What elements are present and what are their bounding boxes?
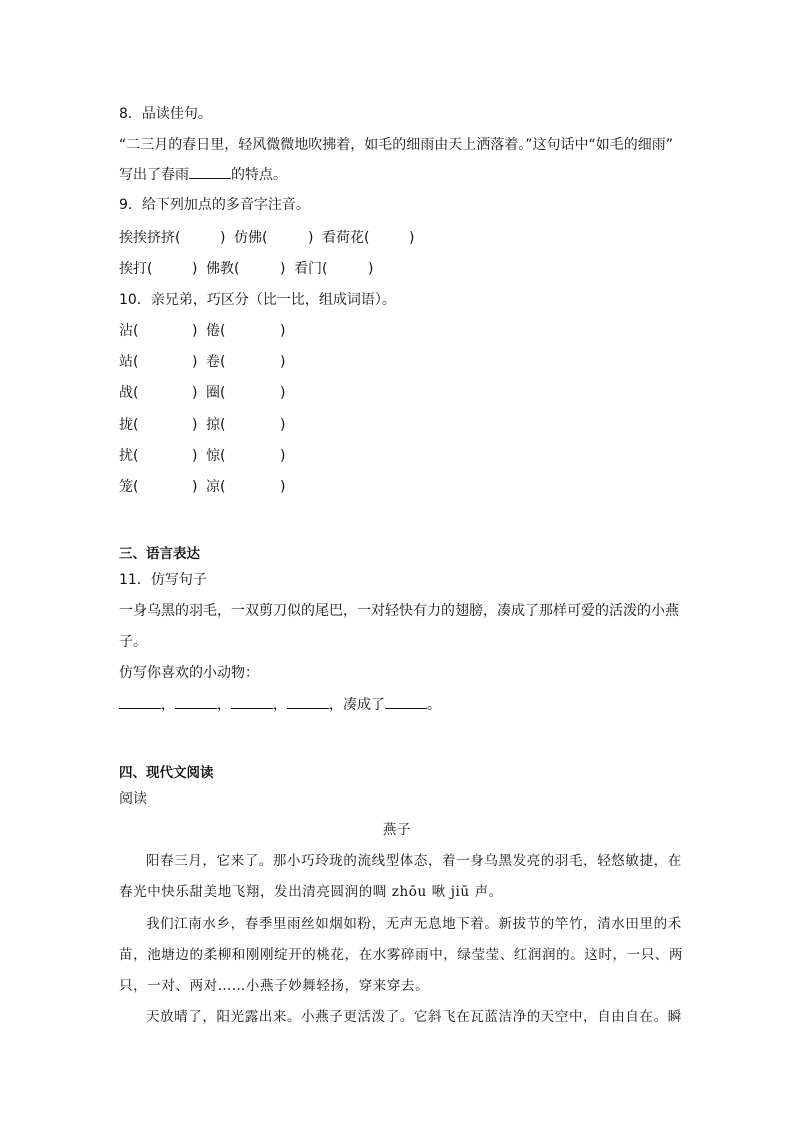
q9-word-6: 看门(: [294, 261, 328, 277]
q11-sentence-line-2: 子。: [119, 634, 147, 650]
q10-close-b[interactable]: ): [280, 354, 286, 370]
passage-p1-line-1: 阳春三月，它来了。那小巧玲珑的流线型体态，着一身乌黑发亮的羽毛，轻悠敏捷，在: [146, 853, 682, 869]
q10-char-a: 沾(: [119, 323, 139, 339]
q10-pair-row: [119, 477, 299, 497]
q9-close-3[interactable]: ): [409, 230, 415, 246]
section-4-heading: 四、现代文阅读: [119, 765, 214, 781]
q9-close-6[interactable]: ): [368, 261, 374, 277]
q9-word-3: 看荷花(: [322, 230, 370, 246]
q11-period: 。: [427, 697, 441, 713]
q11-sentence-line-1: 一身乌黑的羽毛，一双剪刀似的尾巴，一对轻快有力的翅膀，凑成了那样可爱的活泼的小燕: [119, 603, 679, 619]
q10-close-b[interactable]: ): [280, 385, 286, 401]
q9-word-4: 挨打(: [119, 261, 153, 277]
q10-close-b[interactable]: ): [280, 417, 286, 433]
q10-pair-row: [119, 415, 299, 435]
q11-comma-2: ，: [217, 697, 231, 713]
passage-title: 燕子: [382, 822, 412, 838]
q11-prompt: 仿写你喜欢的小动物：: [119, 665, 259, 681]
q10-pair-row: [119, 352, 299, 372]
q10-char-a: 扰(: [119, 448, 139, 464]
q10-char-a: 笼(: [119, 479, 139, 495]
q10-close-a[interactable]: ): [192, 448, 198, 464]
q9-word-2: 仿佛(: [234, 230, 268, 246]
passage-p2-line-1: 我们江南水乡，春季里雨丝如烟如粉，无声无息地下着。新拔节的竿竹，清水田里的禾: [146, 916, 682, 932]
q10-char-b: 惊(: [206, 448, 226, 464]
reading-label: 阅读: [119, 791, 147, 807]
section-3-heading: 三、语言表达: [119, 546, 200, 562]
q11-title: 11．仿写句子: [119, 572, 207, 588]
q11-blank-3[interactable]: [231, 694, 273, 709]
q9-close-4[interactable]: ): [192, 261, 198, 277]
q9-row-1: [119, 228, 439, 248]
q11-answer-line: [119, 694, 441, 715]
q8-suffix: 的特点。: [231, 167, 287, 183]
q10-close-a[interactable]: ): [192, 417, 198, 433]
q11-combined: ，凑成了: [329, 697, 385, 713]
q10-pair-row: [119, 383, 299, 403]
q10-char-b: 掠(: [206, 417, 226, 433]
passage-p2-line-3: 只，一对、两对……小燕子妙舞轻扬，穿来穿去。: [119, 978, 430, 994]
passage-p2-line-2: 苗，池塘边的柔柳和刚刚绽开的桃花，在水雾碎雨中，绿莹莹、红润润的。这时，一只、两: [119, 947, 683, 963]
q8-prefix: 写出了春雨: [119, 167, 189, 183]
q11-comma-1: ，: [161, 697, 175, 713]
q9-close-5[interactable]: ): [280, 261, 286, 277]
q10-char-b: 圈(: [206, 385, 226, 401]
q9-close-2[interactable]: ): [308, 230, 314, 246]
q10-close-b[interactable]: ): [280, 479, 286, 495]
q10-pair-row: [119, 446, 299, 466]
q8-quote: “二三月的春日里，轻风微微地吹拂着，如毛的细雨由天上洒落着。”这句话中“如毛的细雨”: [119, 137, 674, 153]
q10-close-a[interactable]: ): [192, 323, 198, 339]
q10-close-b[interactable]: ): [280, 323, 286, 339]
q9-title: 9．给下列加点的多音字注音。: [119, 197, 310, 213]
q10-close-a[interactable]: ): [192, 385, 198, 401]
q10-char-b: 卷(: [206, 354, 226, 370]
q10-char-b: 倦(: [206, 323, 226, 339]
q10-close-a[interactable]: ): [192, 354, 198, 370]
q10-char-a: 拢(: [119, 417, 139, 433]
passage-p3-line-1: 天放晴了，阳光露出来。小燕子更活泼了。它斜飞在瓦蓝洁净的天空中，自由自在。瞬: [146, 1009, 682, 1025]
q10-title: 10．亲兄弟，巧区分（比一比，组成词语）。: [119, 292, 396, 308]
q10-close-a[interactable]: ): [192, 479, 198, 495]
q10-char-b: 凉(: [206, 479, 226, 495]
q10-pair-row: [119, 321, 299, 341]
q9-word-5: 佛教(: [206, 261, 240, 277]
q11-blank-4[interactable]: [287, 694, 329, 709]
q8-title: 8．品读佳句。: [119, 106, 212, 122]
q9-word-1: 挨挨挤挤(: [119, 230, 181, 246]
q9-close-1[interactable]: ): [220, 230, 226, 246]
passage-p1-line-2: 春光中快乐甜美地飞翔，发出清亮圆润的啁 zhōu 啾 jiū 声。: [119, 884, 503, 900]
q10-char-a: 站(: [119, 354, 139, 370]
q11-blank-1[interactable]: [119, 694, 161, 709]
q11-blank-2[interactable]: [175, 694, 217, 709]
q11-blank-5[interactable]: [385, 694, 427, 709]
q8-answer-line: [119, 164, 287, 185]
q10-close-b[interactable]: ): [280, 448, 286, 464]
q11-comma-3: ，: [273, 697, 287, 713]
q10-char-a: 战(: [119, 385, 139, 401]
q9-row-2: [119, 259, 389, 279]
q8-blank[interactable]: [189, 164, 231, 179]
